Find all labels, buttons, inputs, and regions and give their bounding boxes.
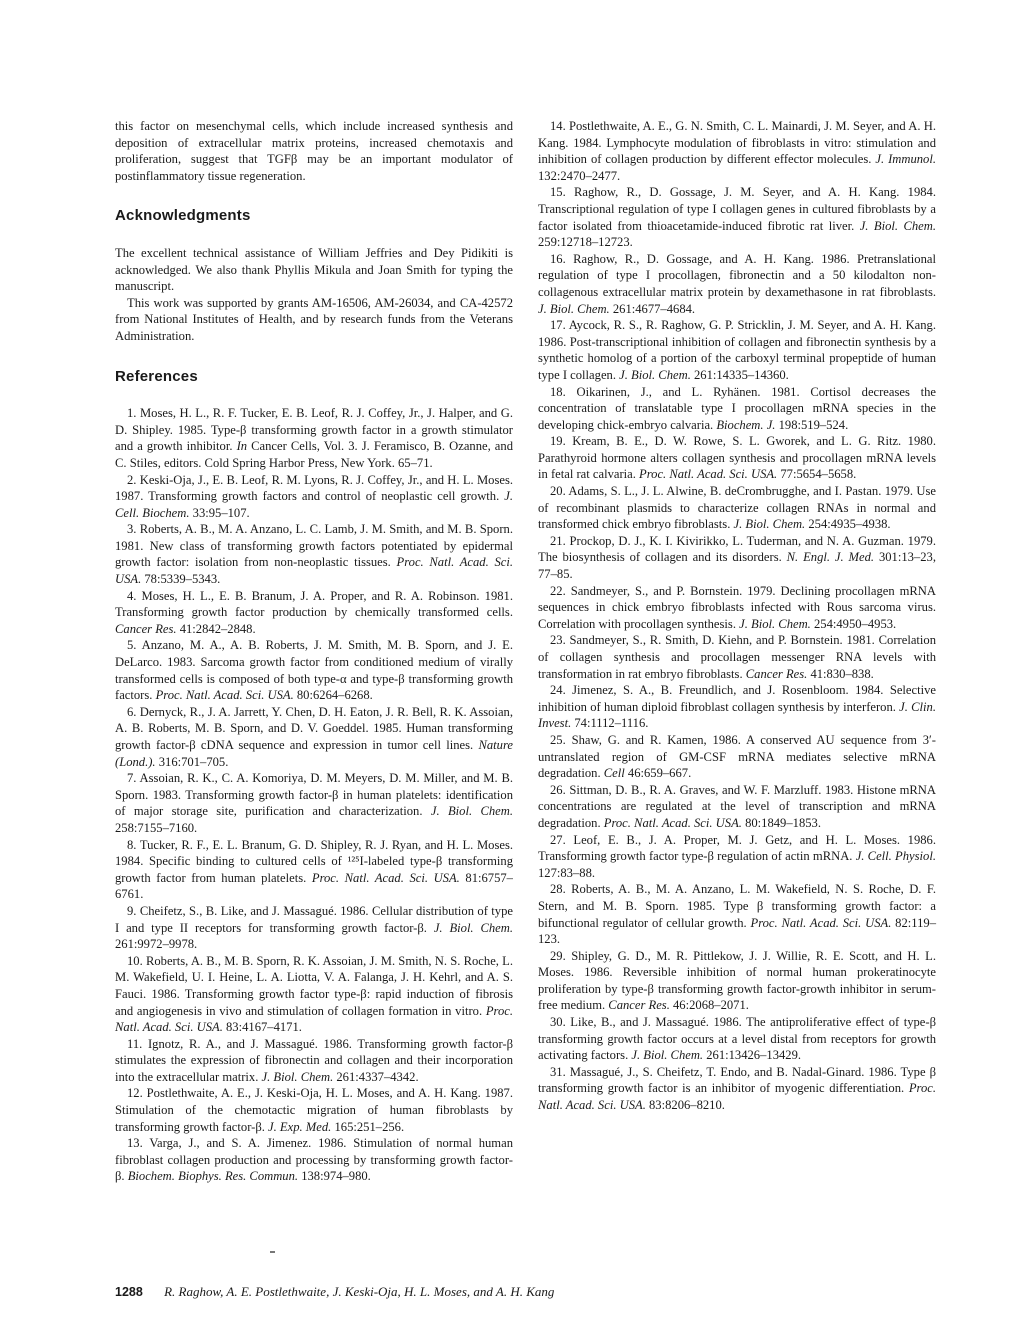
page-number: 1288: [115, 1285, 143, 1299]
reference-journal: J. Cell. Physiol.: [855, 849, 936, 864]
reference-citation: 77:5654–5658.: [777, 467, 857, 482]
reference-citation: 82:119–123.: [538, 915, 936, 947]
reference-citation: 80:1849–1853.: [741, 815, 821, 830]
reference-item: [115, 770, 513, 836]
reference-item: [115, 903, 513, 953]
reference-citation: 261:4677–4684.: [609, 301, 696, 316]
reference-citation: 74:1112–1116.: [571, 716, 649, 731]
reference-item: [538, 184, 936, 250]
reference-item: [538, 384, 936, 434]
reference-item: [538, 118, 936, 184]
reference-citation: 165:251–256.: [331, 1119, 405, 1134]
reference-text: 6. Dernyck, R., J. A. Jarrett, Y. Chen, D. H. Eaton, J. R. Bell, R. K. Assoian, A. B. Roberts, M. B. Sporn, and D. V. Goeddel. 1985. Human transforming growth factor-β cDNA sequence and expression in tumor cell lines.: [115, 704, 513, 752]
reference-citation: 78:5339–5343.: [141, 572, 221, 587]
reference-item: [115, 521, 513, 587]
reference-journal: In: [236, 439, 248, 454]
reference-citation: 33:95–107.: [189, 505, 250, 520]
reference-text: 24. Jimenez, S. A., B. Freundlich, and J. Rosenbloom. 1984. Selective inhibition of human diploid fibroblast collagen synthesis by interferon.: [538, 683, 936, 714]
reference-journal: J. Biol. Chem.: [733, 517, 806, 532]
reference-journal: Proc. Natl. Acad. Sci. USA.: [603, 815, 742, 830]
reference-text: 3. Roberts, A. B., M. A. Anzano, L. C. Lamb, J. M. Smith, and M. B. Sporn. 1981. New class of transforming growth factors potentiated by epidermal growth factor: isolation from non-neoplastic tissues.: [115, 522, 513, 570]
reference-item: [538, 1014, 936, 1064]
reference-citation: 254:4935–4938.: [805, 517, 891, 532]
reference-item: [538, 533, 936, 583]
reference-text: 26. Sittman, D. B., R. A. Graves, and W. F. Marzluff. 1983. Histone mRNA concentrations are regulated at the level of transcription and mRNA degradation.: [538, 782, 936, 830]
page-footer: [115, 1284, 554, 1300]
reference-journal: J. Biol. Chem.: [430, 804, 513, 819]
reference-journal: Proc. Natl. Acad. Sci. USA.: [155, 688, 294, 703]
reference-item: [115, 953, 513, 1036]
reference-item: [538, 317, 936, 383]
left-column: [115, 118, 513, 1185]
reference-citation: 259:12718–12723.: [538, 235, 633, 250]
reference-journal: Nature (Lond.).: [115, 738, 513, 769]
reference-journal: Proc. Natl. Acad. Sci. USA.: [538, 1081, 936, 1113]
reference-citation: 83:8206–8210.: [645, 1098, 725, 1113]
reference-item: [115, 1036, 513, 1086]
reference-text: 23. Sandmeyer, S., R. Smith, D. Kiehn, and P. Bornstein. 1981. Correlation of collagen synthesis and procollagen messenger RNA levels with transformation in rat embryo fibroblasts.: [538, 633, 936, 681]
reference-citation: 261:9972–9978.: [115, 937, 198, 952]
reference-journal: Biochem. Biophys. Res. Commun.: [127, 1169, 299, 1184]
reference-citation: 127:83–88.: [538, 865, 596, 880]
reference-journal: J. Biol. Chem.: [538, 301, 610, 316]
reference-journal: Biochem. J.: [716, 417, 776, 432]
acknowledgments-heading: Acknowledgments: [115, 207, 251, 225]
reference-item: [538, 881, 936, 947]
reference-text: 16. Raghow, R., D. Gossage, and A. H. Kang. 1986. Pretranslational regulation of type I procollagen, fibronectin and a 50 kilodalton non-collagenous extracellular matrix protein by dexamethasone in rat fibroblasts.: [538, 251, 936, 299]
reference-item: [115, 1085, 513, 1135]
acknowledgments-paragraph-2: This work was supported by grants AM-16506, AM-26034, and CA-42572 from National Institutes of Health, and by research funds from the Veterans Administration.: [115, 295, 513, 343]
reference-text: 4. Moses, H. L., E. B. Branum, J. A. Proper, and R. A. Robinson. 1981. Transforming growth factor production by chemically transformed cells.: [115, 588, 513, 620]
reference-item: [538, 251, 936, 317]
reference-item: [538, 632, 936, 682]
reference-journal: Proc. Natl. Acad. Sci. USA.: [115, 1003, 513, 1035]
reference-text: 14. Postlethwaite, A. E., G. N. Smith, C. L. Mainardi, J. M. Seyer, and A. H. Kang. 1984. Lymphocyte modulation of fibroblasts in vitro: stimulation and inhibition of collagen production by different effector molecules.: [538, 119, 936, 167]
reference-text: 21. Prockop, D. J., K. I. Kivirikko, L. Tuderman, and N. A. Guzman. 1979. The biosynthesis of collagen and its disorders.: [538, 533, 936, 565]
reference-citation: 83:4167–4171.: [222, 1020, 302, 1035]
reference-text: 27. Leof, E. B., J. A. Proper, M. J. Getz, and H. L. Moses. 1986. Transforming growth factor type-β regulation of actin mRNA.: [538, 832, 936, 864]
reference-citation: 46:2068–2071.: [669, 998, 749, 1013]
reference-text: 29. Shipley, G. D., M. R. Pittlekow, J. J. Willie, R. E. Scott, and H. L. Moses. 1986. Reversible inhibition of normal human prokeratinocyte proliferation by type-β transforming growth factor-growth inhibitor in serum-free medium.: [538, 948, 936, 1013]
reference-text: 5. Anzano, M. A., A. B. Roberts, J. M. Smith, M. B. Sporn, and J. E. DeLarco. 1983. Sarcoma growth factor from conditioned medium of virally transformed cells is composed of both type-α and type-β transforming growth factors.: [115, 638, 513, 703]
reference-citation: 80:6264–6268.: [293, 688, 373, 703]
reference-item: [115, 837, 513, 903]
acknowledgments-paragraph-1: The excellent technical assistance of William Jeffries and Dey Pidikiti is acknowledged. We also thank Phyllis Mikula and Joan Smith for typing the manuscript.: [115, 245, 513, 294]
reference-text: 17. Aycock, R. S., R. Raghow, G. P. Stricklin, J. M. Seyer, and A. H. Kang. 1986. Post-transcriptional inhibition of collagen and fibronectin synthesis by a synthetic homolog of a portion of the carboxyl terminal propeptide of human type I collagen.: [538, 318, 936, 382]
reference-text: 12. Postlethwaite, A. E., J. Keski-Oja, H. L. Moses, and A. H. Kang. 1987. Stimulation of the chemotactic migration of human fibroblasts by transforming growth factor-β.: [115, 1086, 513, 1134]
reference-item: [115, 405, 513, 471]
reference-item: [538, 1064, 936, 1114]
reference-text: 25. Shaw, G. and R. Kamen, 1986. A conserved AU sequence from 3′-untranslated region of GM-CSF mRNA mediates selective mRNA degradation.: [538, 732, 936, 781]
references-list-right: [538, 118, 936, 1114]
reference-citation: 261:13426–13429.: [703, 1048, 802, 1063]
reference-citation: Cancer Cells, Vol. 3. J. Feramisco, B. Ozanne, and C. Stiles, editors. Cold Spring Harbor Press, New York. 65–71.: [115, 439, 513, 470]
reference-item: [115, 588, 513, 638]
reference-item: [538, 483, 936, 533]
reference-text: 20. Adams, S. L., J. L. Alwine, B. deCrombrugghe, and I. Pastan. 1979. Use of recombinant plasmids to characterize collagen RNAs in normal and transformed chick embryo fibroblasts.: [538, 484, 936, 532]
reference-item: [538, 732, 936, 782]
reference-journal: J. Biol. Chem.: [859, 218, 936, 233]
reference-item: [538, 782, 936, 832]
reference-item: [115, 637, 513, 703]
reference-journal: Cancer Res.: [115, 621, 177, 636]
reference-journal: J. Biol. Chem.: [631, 1048, 704, 1063]
reference-citation: 198:519–524.: [775, 417, 849, 432]
reference-citation: 81:6757–6761.: [115, 870, 513, 902]
reference-citation: 132:2470–2477.: [538, 168, 621, 183]
reference-item: [115, 704, 513, 770]
print-speck: [270, 1251, 275, 1253]
reference-citation: 254:4950–4953.: [810, 616, 897, 631]
reference-text: 2. Keski-Oja, J., E. B. Leof, R. M. Lyons, R. J. Coffey, Jr., and H. L. Moses. 1987. Transforming growth factors and control of neoplastic cell growth.: [115, 472, 513, 504]
reference-journal: Cancer Res.: [745, 666, 808, 681]
reference-journal: J. Biol. Chem.: [261, 1069, 334, 1084]
reference-citation: 46:659–667.: [624, 766, 692, 781]
reference-journal: Proc. Natl. Acad. Sci. USA.: [639, 467, 778, 482]
reference-text: 10. Roberts, A. B., M. B. Sporn, R. K. Assoian, J. M. Smith, N. S. Roche, L. M. Wakefield, U. I. Heine, L. A. Liotta, V. A. Falanga, J. H. Kehrl, and A. S. Fauci. 1986. Transforming growth factor type-β: rapid induction of fibrosis and angiogenesis in vivo and stimulation of collagen formation in vitro.: [115, 953, 513, 1018]
reference-citation: 261:4337–4342.: [333, 1069, 419, 1084]
reference-journal: J. Biol. Chem.: [619, 367, 691, 382]
running-authors: R. Raghow, A. E. Postlethwaite, J. Keski-Oja, H. L. Moses, and A. H. Kang: [164, 1284, 555, 1299]
reference-item: [115, 1135, 513, 1185]
references-heading: References: [115, 367, 198, 385]
reference-item: [538, 433, 936, 483]
reference-item: [538, 948, 936, 1014]
reference-citation: 41:2842–2848.: [176, 621, 256, 636]
reference-text: 22. Sandmeyer, S., and P. Bornstein. 1979. Declining procollagen mRNA sequences in chick embryo fibroblasts infected with Rous sarcoma virus. Correlation with procollagen synthesis.: [538, 583, 936, 631]
reference-text: 15. Raghow, R., D. Gossage, J. M. Seyer, and A. H. Kang. 1984. Transcriptional regulation of type I collagen genes in cultured fibroblasts by a factor isolated from thioacetamide-induced fibrotic rat liver.: [538, 185, 936, 233]
references-list-left: [115, 405, 513, 1185]
reference-journal: Proc. Natl. Acad. Sci. USA.: [115, 555, 513, 587]
right-column: [538, 118, 936, 1114]
reference-journal: J. Cell. Biochem.: [115, 489, 513, 520]
reference-journal: Proc. Natl. Acad. Sci. USA.: [750, 915, 892, 930]
reference-text: 13. Varga, J., and S. A. Jimenez. 1986. Stimulation of normal human fibroblast collagen production and processing by transforming growth factor-β.: [115, 1136, 513, 1184]
reference-citation: 258:7155–7160.: [115, 820, 198, 835]
reference-text: 30. Like, B., and J. Massagué. 1986. The antiproliferative effect of type-β transforming growth factor occurs at a level distal from receptors for growth activating factors.: [538, 1015, 936, 1063]
reference-text: 28. Roberts, A. B., M. A. Anzano, L. M. Wakefield, N. S. Roche, D. F. Stern, and M. B. Sporn. 1985. Type β transforming growth factor: a bifunctional regulator of cellular growth.: [538, 882, 936, 930]
reference-item: [538, 583, 936, 633]
reference-journal: J. Exp. Med.: [268, 1119, 332, 1134]
reference-text: 11. Ignotz, R. A., and J. Massagué. 1986. Transforming growth factor-β stimulates the expression of fibronectin and collagen and their incorporation into the extracellular matrix.: [115, 1036, 513, 1084]
reference-citation: 261:14335–14360.: [690, 367, 789, 382]
reference-journal: Cell: [603, 766, 625, 781]
reference-item: [538, 832, 936, 882]
reference-text: 9. Cheifetz, S., B. Like, and J. Massagué. 1986. Cellular distribution of type I and type II receptors for transforming growth factor-β.: [115, 903, 513, 935]
reference-citation: 138:974–980.: [298, 1169, 371, 1184]
reference-journal: J. Immunol.: [875, 152, 936, 167]
reference-citation: 316:701–705.: [155, 754, 229, 769]
reference-journal: J. Biol. Chem.: [433, 920, 513, 935]
intro-paragraph: this factor on mesenchymal cells, which include increased synthesis and deposition of extracellular matrix proteins, increased chemotaxis and proliferation, suggest that TGFβ may be an important modulator of postinflammatory tissue regeneration.: [115, 119, 513, 183]
reference-text: 31. Massagué, J., S. Cheifetz, T. Endo, and B. Nadal-Ginard. 1986. Type β transforming growth factor is an inhibitor of myogenic differentiation.: [538, 1064, 936, 1096]
reference-journal: Proc. Natl. Acad. Sci. USA.: [311, 870, 460, 885]
reference-citation: 41:830–838.: [807, 666, 874, 681]
reference-item: [115, 472, 513, 522]
reference-text: 8. Tucker, R. F., E. L. Branum, G. D. Shipley, R. J. Ryan, and H. L. Moses. 1984. Specific binding to cultured cells of ¹²⁵I-labeled type-β transforming growth factor from human platelets.: [115, 837, 513, 885]
reference-journal: N. Engl. J. Med.: [786, 550, 875, 565]
reference-text: 19. Kream, B. E., D. W. Rowe, S. L. Gworek, and L. G. Ritz. 1980. Parathyroid hormone alters collagen synthesis and procollagen mRNA levels in fetal rat calvaria.: [538, 434, 936, 482]
reference-text: 18. Oikarinen, J., and L. Ryhänen. 1981. Cortisol decreases the concentration of translatable type I procollagen mRNA species in the developing chick-embryo calvaria.: [538, 384, 936, 432]
reference-journal: Cancer Res.: [608, 998, 670, 1013]
reference-item: [538, 682, 936, 732]
reference-journal: J. Biol. Chem.: [739, 616, 811, 631]
reference-journal: J. Clin. Invest.: [538, 699, 937, 731]
reference-text: 7. Assoian, R. K., C. A. Komoriya, D. M. Meyers, D. M. Miller, and M. B. Sporn. 1983. Transforming growth factor-β in human platelets: identification of major storage site, purification and characterization.: [115, 771, 513, 819]
reference-citation: 301:13–23, 77–85.: [538, 550, 936, 582]
reference-text: 1. Moses, H. L., R. F. Tucker, E. B. Leof, R. J. Coffey, Jr., J. Halper, and G. D. Shipley. 1985. Type-β transforming growth factor in a growth stimulator and a growth inhibitor.: [115, 406, 513, 454]
